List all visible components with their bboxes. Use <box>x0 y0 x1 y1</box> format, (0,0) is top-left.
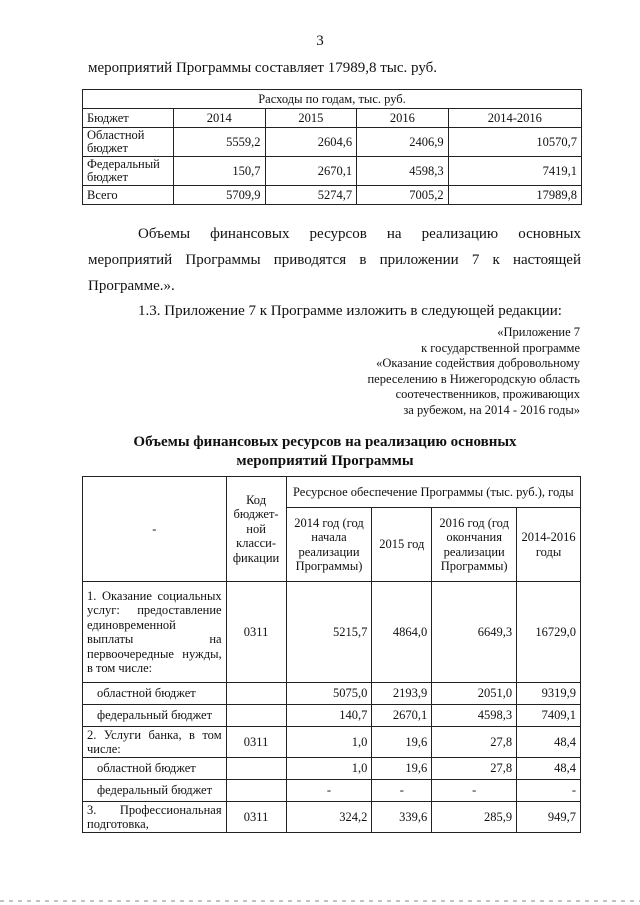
table-cell: 10570,7 <box>448 128 581 157</box>
intro-line: мероприятий Программы составляет 17989,8 тыс. руб. <box>88 60 438 76</box>
col-header-2014: 2014 год (год начала реализации Программы) <box>286 508 372 582</box>
row-code: 0311 <box>226 727 286 758</box>
table-cell: 7005,2 <box>357 186 449 205</box>
table-cell: 19,6 <box>372 727 432 758</box>
table-row <box>83 758 581 780</box>
col-header-total: 2014-2016 годы <box>517 508 581 582</box>
table-cell: 285,9 <box>432 802 517 833</box>
table-cell: 48,4 <box>517 727 581 758</box>
page-number: 3 <box>316 33 324 49</box>
header-cell: Бюджет <box>83 109 174 128</box>
table-cell: 1,0 <box>286 727 372 758</box>
table-cell: - <box>517 780 581 802</box>
row-label: Всего <box>83 186 174 205</box>
blank-header-cell <box>83 477 227 582</box>
row-label: федеральный бюджет <box>83 705 227 727</box>
table-cell: 5559,2 <box>174 128 266 157</box>
table-cell: 27,8 <box>432 727 517 758</box>
section-heading <box>80 433 570 471</box>
col-header-2015: 2015 год <box>372 508 432 582</box>
header-cell: 2016 <box>357 109 449 128</box>
paragraph-section-1-3: 1.3. Приложение 7 к Программе изложить в следующей редакции: <box>138 303 562 319</box>
code-header: Код бюджет-ной класси-фикации <box>226 477 286 582</box>
appendix-line: переселению в Нижегородскую область <box>367 371 580 386</box>
heading-line: Объемы финансовых ресурсов на реализацию основных <box>133 434 517 450</box>
table-cell: 339,6 <box>372 802 432 833</box>
row-code <box>226 758 286 780</box>
table-cell: 7409,1 <box>517 705 581 727</box>
appendix-line: «Приложение 7 <box>497 325 580 339</box>
header-cell: 2014-2016 <box>448 109 581 128</box>
scan-edge-artifact <box>0 900 640 902</box>
table-cell: 140,7 <box>286 705 372 727</box>
resource-header: Ресурсное обеспечение Программы (тыс. руб.), годы <box>286 477 580 508</box>
heading-line: мероприятий Программы <box>236 453 414 469</box>
table-cell: 27,8 <box>432 758 517 780</box>
table-cell: 2406,9 <box>357 128 449 157</box>
table-cell: 2051,0 <box>432 683 517 705</box>
appendix-line: к государственной программе <box>421 340 580 355</box>
table-cell: 1,0 <box>286 758 372 780</box>
table-cell: 4598,3 <box>432 705 517 727</box>
table-cell: 2670,1 <box>372 705 432 727</box>
table-cell: 5215,7 <box>286 582 372 683</box>
row-label: областной бюджет <box>83 758 227 780</box>
table-cell: 19,6 <box>372 758 432 780</box>
col-header-2016: 2016 год (год окончания реализации Программы) <box>432 508 517 582</box>
table-cell: 2670,1 <box>265 157 357 186</box>
table-cell: 5274,7 <box>265 186 357 205</box>
table-cell: 17989,8 <box>448 186 581 205</box>
header-mark: - <box>152 521 157 536</box>
header-cell: 2014 <box>174 109 266 128</box>
appendix-line: «Оказание содействия добровольному <box>376 356 580 370</box>
table-cell: 7419,1 <box>448 157 581 186</box>
table-cell: - <box>286 780 372 802</box>
row-code: 0311 <box>226 802 286 833</box>
table-cell: 9319,9 <box>517 683 581 705</box>
row-label: областной бюджет <box>83 683 227 705</box>
table-cell: 949,7 <box>517 802 581 833</box>
resources-table <box>82 476 581 833</box>
appendix-line: соотечественников, проживающих <box>395 387 580 401</box>
table-cell: 324,2 <box>286 802 372 833</box>
header-cell: 2015 <box>265 109 357 128</box>
table-row <box>83 683 581 705</box>
row-label: федеральный бюджет <box>83 780 227 802</box>
table-row <box>83 128 582 157</box>
paragraph-line: Объемы финансовых ресурсов на реализацию основных <box>138 226 581 242</box>
row-label: Областной бюджет <box>83 128 174 157</box>
expenses-table-header <box>83 109 582 128</box>
row-code <box>226 705 286 727</box>
table-row <box>83 186 582 205</box>
table-cell: 5709,9 <box>174 186 266 205</box>
table-row <box>83 802 581 833</box>
table-cell: 150,7 <box>174 157 266 186</box>
paragraph-line: мероприятий Программы приводятся в приложении 7 к настоящей <box>88 252 581 268</box>
row-label: 3. Профессиональная подготовка, <box>83 802 227 833</box>
table-cell: - <box>372 780 432 802</box>
table-row <box>83 157 582 186</box>
appendix-block <box>367 325 580 418</box>
row-label: Федеральный бюджет <box>83 157 174 186</box>
row-label: 1. Оказание социальных услуг: предоставление единовременной выплаты на первоочередные нужды, в том числе: <box>83 582 227 683</box>
table-cell: - <box>432 780 517 802</box>
row-label: 2. Услуги банка, в том числе: <box>83 727 227 758</box>
paragraph-line: Программе.». <box>88 278 175 294</box>
expenses-table <box>82 89 582 205</box>
table-row <box>83 780 581 802</box>
table-cell: 5075,0 <box>286 683 372 705</box>
expenses-table-caption: Расходы по годам, тыс. руб. <box>83 90 582 109</box>
appendix-line: за рубежом, на 2014 - 2016 годы» <box>403 402 580 417</box>
table-cell: 6649,3 <box>432 582 517 683</box>
table-cell: 4864,0 <box>372 582 432 683</box>
table-cell: 2193,9 <box>372 683 432 705</box>
row-code <box>226 780 286 802</box>
table-cell: 2604,6 <box>265 128 357 157</box>
row-code <box>226 683 286 705</box>
table-cell: 4598,3 <box>357 157 449 186</box>
table-cell: 48,4 <box>517 758 581 780</box>
table-cell: 16729,0 <box>517 582 581 683</box>
table-row <box>83 727 581 758</box>
table-row <box>83 705 581 727</box>
table-row <box>83 582 581 683</box>
row-code: 0311 <box>226 582 286 683</box>
